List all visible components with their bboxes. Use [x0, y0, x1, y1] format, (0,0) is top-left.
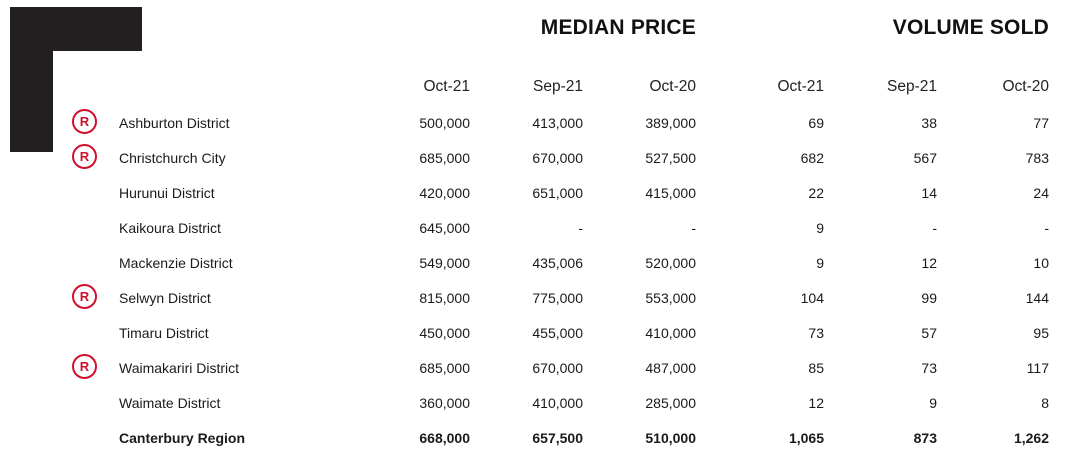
volume-sold-value: 144 [1025, 290, 1049, 306]
volume-sold-value: 95 [1033, 325, 1049, 341]
median-price-value: 670,000 [532, 150, 583, 166]
volume-sold-value: 73 [921, 360, 937, 376]
table-row [0, 281, 1076, 316]
realestate-r-badge-icon: R [72, 354, 97, 379]
volume-sold-value: 85 [808, 360, 824, 376]
median-price-value: 685,000 [419, 360, 470, 376]
volume-sold-value: 14 [921, 185, 937, 201]
volume-sold-value: 9 [816, 255, 824, 271]
volume-sold-value: 77 [1033, 115, 1049, 131]
region-name: Waimakariri District [119, 360, 240, 376]
median-price-value: 651,000 [532, 185, 583, 201]
volume-sold-value: 24 [1033, 185, 1049, 201]
volume-sold-value: - [932, 220, 937, 236]
table-row [0, 176, 1076, 211]
volume-sold-value: 73 [808, 325, 824, 341]
volume-sold-value: 69 [808, 115, 824, 131]
median-price-value: 549,000 [419, 255, 470, 271]
median-price-value: 420,000 [419, 185, 470, 201]
median-price-value: 410,000 [532, 395, 583, 411]
table-row [0, 386, 1076, 421]
median-price-value: 285,000 [645, 395, 696, 411]
volume-sold-value: 12 [921, 255, 937, 271]
volume-sold-value: 99 [921, 290, 937, 306]
median-price-value: 500,000 [419, 115, 470, 131]
region-name: Ashburton District [119, 115, 230, 131]
median-col-oct21: Oct-21 [423, 78, 470, 95]
volume-sold-value: 1,262 [1013, 430, 1049, 446]
total-row [0, 421, 1076, 456]
volume-sold-value: 8 [1041, 395, 1049, 411]
region-name: Selwyn District [119, 290, 211, 306]
median-col-sep21: Sep-21 [533, 78, 583, 95]
volume-col-oct21: Oct-21 [777, 78, 824, 95]
volume-sold-value: 38 [921, 115, 937, 131]
volume-sold-value: 9 [929, 395, 937, 411]
volume-sold-value: 10 [1033, 255, 1049, 271]
region-name: Kaikoura District [119, 220, 221, 236]
table-row [0, 211, 1076, 246]
table-row [0, 316, 1076, 351]
volume-sold-value: 22 [808, 185, 824, 201]
table-row [0, 351, 1076, 386]
realestate-r-badge-icon: R [72, 284, 97, 309]
volume-sold-value: 682 [800, 150, 824, 166]
median-price-value: 815,000 [419, 290, 470, 306]
region-name: Hurunui District [119, 185, 215, 201]
median-price-value: 360,000 [419, 395, 470, 411]
median-price-value: 410,000 [645, 325, 696, 341]
median-price-value: 413,000 [532, 115, 583, 131]
median-price-value: 520,000 [645, 255, 696, 271]
volume-sold-value: 12 [808, 395, 824, 411]
volume-col-oct20: Oct-20 [1002, 78, 1049, 95]
volume-sold-value: 9 [816, 220, 824, 236]
median-price-value: 668,000 [419, 430, 470, 446]
realestate-r-badge-icon: R [72, 109, 97, 134]
median-col-oct20: Oct-20 [649, 78, 696, 95]
volume-sold-value: 1,065 [788, 430, 824, 446]
median-price-value: 527,500 [645, 150, 696, 166]
median-price-value: 415,000 [645, 185, 696, 201]
median-price-value: 455,000 [532, 325, 583, 341]
median-price-value: 389,000 [645, 115, 696, 131]
volume-sold-value: 57 [921, 325, 937, 341]
median-price-value: 670,000 [532, 360, 583, 376]
median-price-value: 645,000 [419, 220, 470, 236]
median-price-value: 775,000 [532, 290, 583, 306]
median-price-value: 435,006 [532, 255, 583, 271]
median-price-value: - [691, 220, 696, 236]
volume-col-sep21: Sep-21 [887, 78, 937, 95]
table-row [0, 246, 1076, 281]
region-name: Waimate District [119, 395, 221, 411]
region-name: Christchurch City [119, 150, 226, 166]
table-row [0, 106, 1076, 141]
median-price-heading: MEDIAN PRICE [540, 16, 696, 39]
table-row [0, 141, 1076, 176]
median-price-value: 685,000 [419, 150, 470, 166]
volume-sold-value: 117 [1026, 360, 1049, 376]
volume-sold-value: 873 [913, 430, 937, 446]
region-name: Canterbury Region [119, 430, 246, 446]
region-name: Mackenzie District [119, 255, 233, 271]
volume-sold-heading: VOLUME SOLD [892, 16, 1049, 39]
region-name: Timaru District [119, 325, 209, 341]
median-price-value: 553,000 [645, 290, 696, 306]
volume-sold-value: 567 [913, 150, 937, 166]
median-price-value: 487,000 [645, 360, 696, 376]
volume-sold-value: 104 [800, 290, 824, 306]
median-price-value: 510,000 [645, 430, 696, 446]
median-price-value: 450,000 [419, 325, 470, 341]
median-price-value: - [578, 220, 583, 236]
median-price-value: 657,500 [532, 430, 583, 446]
volume-sold-value: 783 [1025, 150, 1049, 166]
realestate-r-badge-icon: R [72, 144, 97, 169]
volume-sold-value: - [1044, 220, 1049, 236]
